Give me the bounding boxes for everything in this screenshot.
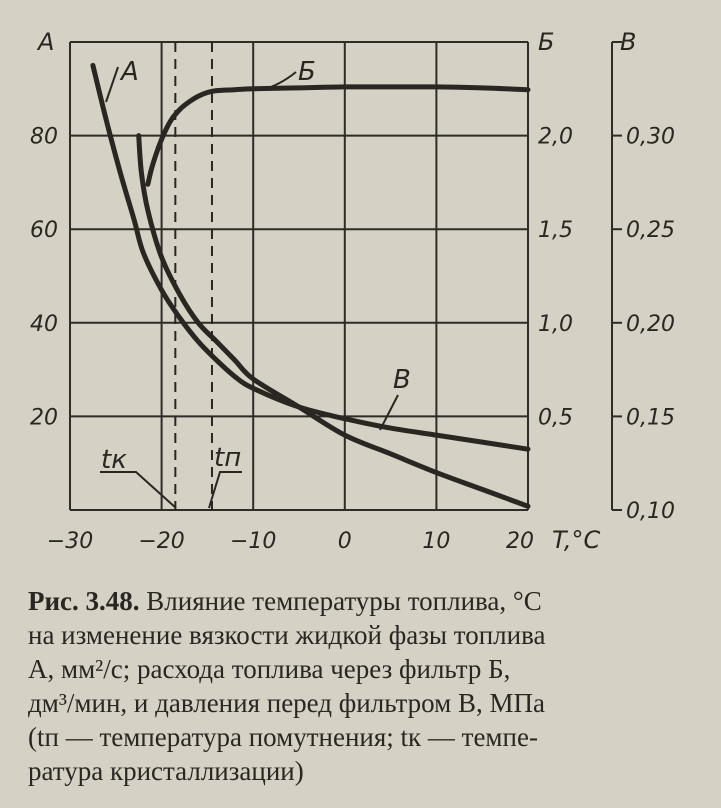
x-tick-label: 10 [422, 529, 451, 554]
middle-tick-label: 1,0 [538, 311, 573, 337]
figure-number: Рис. 3.48. [28, 586, 140, 616]
x-tick-label: −30 [46, 529, 94, 554]
leader-v [380, 395, 398, 430]
middle-axis-label: Б [538, 28, 555, 56]
leader-tk [100, 472, 176, 508]
right-tick-label: 0,30 [626, 124, 675, 150]
right-tick-label: 0,15 [626, 405, 675, 431]
x-tick-label: 20 [506, 529, 534, 554]
x-axis-label: T,°C [552, 526, 601, 554]
series [93, 65, 528, 506]
x-tick-label: 0 [337, 529, 352, 554]
caption-line-1 [28, 584, 698, 618]
curve-label-v: В [393, 365, 411, 395]
figure-caption [28, 584, 698, 788]
middle-tick-label: 0,5 [538, 405, 573, 431]
caption-line-2: на изменение вязкости жидкой фазы топлива [28, 620, 546, 650]
left-tick-label: 20 [30, 405, 58, 431]
marker-label-tk: tк [101, 445, 127, 475]
curve-label-a: А [121, 57, 139, 87]
curve-label-b: Б [298, 57, 316, 87]
middle-tick-label: 2,0 [538, 124, 573, 150]
leader-tn [209, 472, 242, 508]
caption-text-1: Влияние температуры топлива, °С [146, 586, 542, 616]
left-tick-label: 80 [30, 124, 58, 150]
caption-line-6: ратура кристаллизации) [28, 756, 304, 786]
marker-label-tn: tп [214, 443, 242, 473]
leader-a [106, 67, 118, 102]
right-axis-label: В [620, 28, 637, 56]
right-tick-label: 0,20 [626, 311, 675, 337]
x-tick-label: −10 [229, 529, 277, 554]
series-v-line [139, 136, 528, 507]
right-tick-label: 0,25 [626, 218, 675, 244]
left-axis-label: А [38, 28, 55, 56]
left-tick-label: 60 [30, 218, 58, 244]
right-tick-label: 0,10 [626, 499, 675, 524]
series-a-line [93, 65, 528, 449]
caption-line-5: (tп — температура помутнения; tк — темпе- [28, 722, 538, 752]
x-tick-label: −20 [138, 529, 185, 554]
caption-line-4: дм³/мин, и давления перед фильтром В, МПа [28, 688, 545, 718]
left-tick-label: 40 [30, 311, 58, 337]
caption-line-3: А, мм²/с; расхода топлива через фильтр Б, [28, 654, 511, 684]
middle-tick-label: 1,5 [538, 218, 573, 244]
